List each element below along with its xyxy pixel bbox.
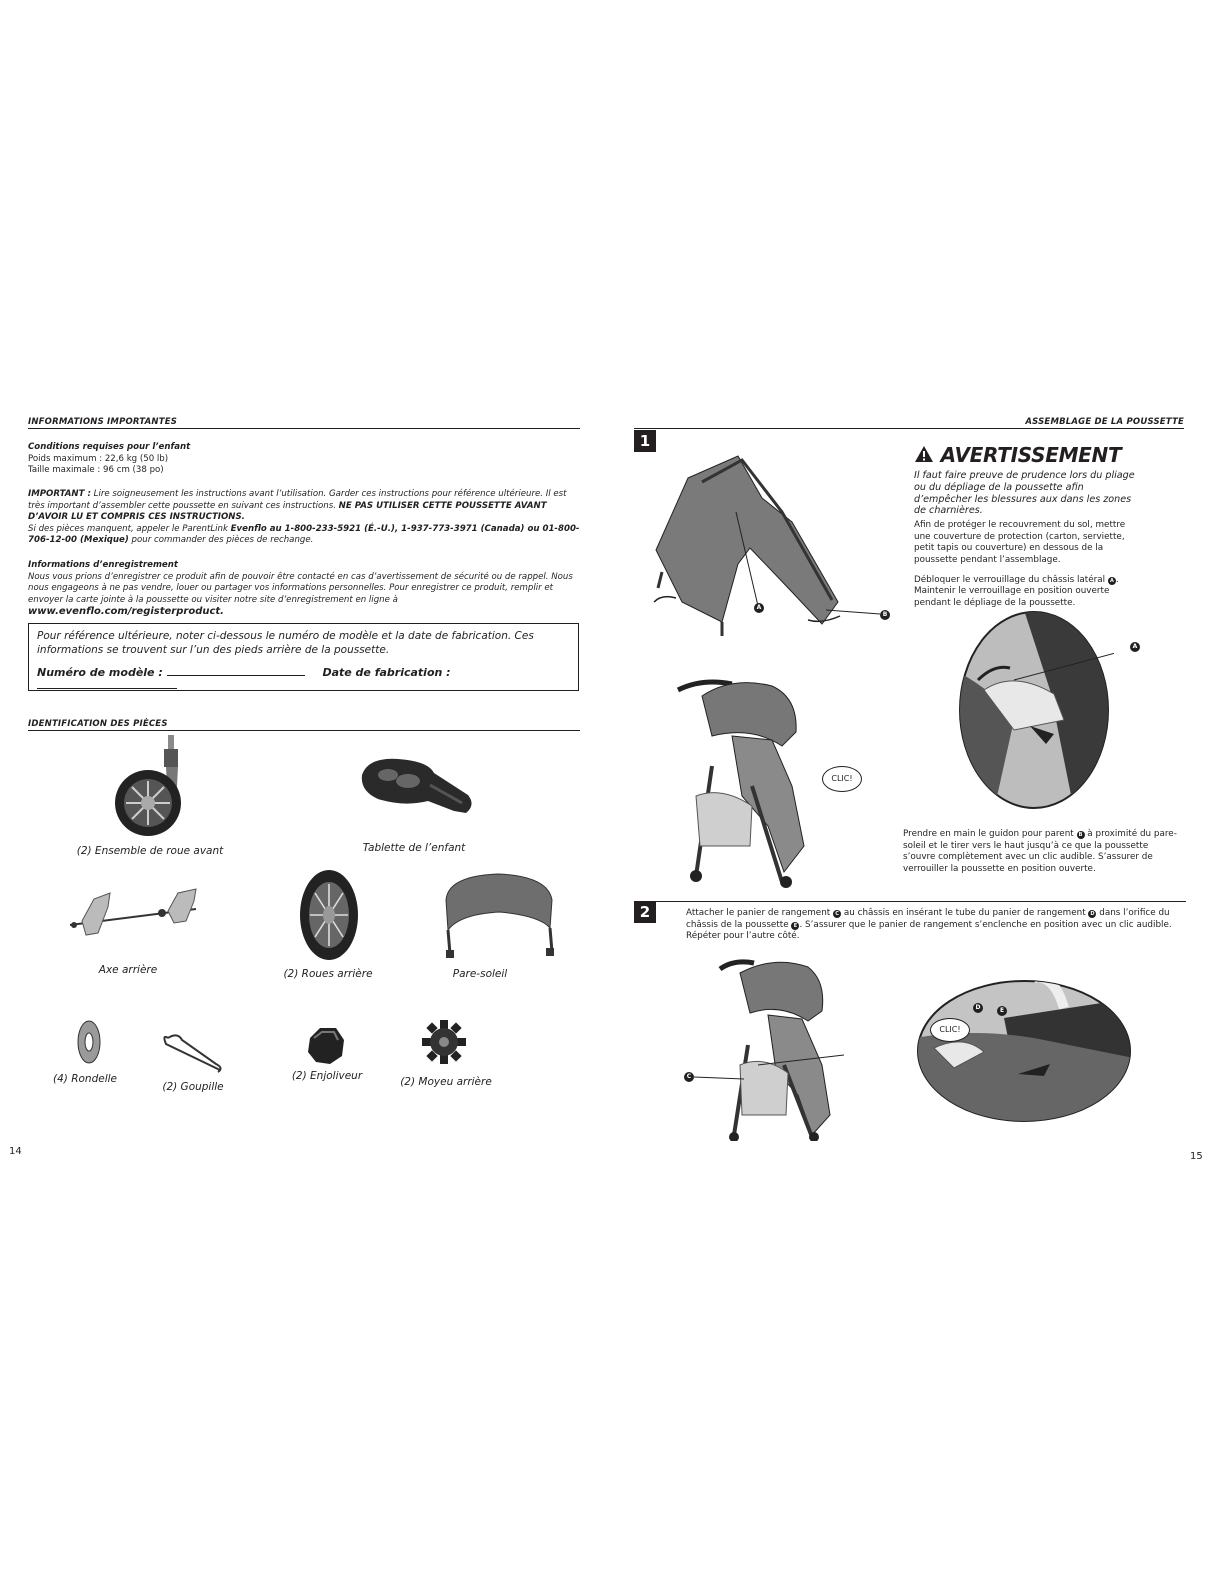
- warning-block: [914, 443, 1144, 609]
- step2-text-a: Attacher le panier de rangement: [686, 908, 834, 918]
- part-rear-axle-label: Axe arrière: [98, 964, 158, 976]
- callout-b-step1: B: [880, 610, 890, 620]
- washer-illustration: [72, 1018, 106, 1066]
- callout-a-closeup: A: [1130, 642, 1140, 652]
- model-number-label: Numéro de modèle :: [37, 666, 163, 679]
- basket-closeup-illustration: [914, 978, 1134, 1124]
- important-block: [28, 489, 580, 547]
- model-box-text: Pour référence ultérieure, noter ci-dessous le numéro de modèle et la date de fabrication. Ces informations se trouvent sur l’un des pieds arrière de la poussette.: [37, 630, 534, 656]
- warning-title: AVERTISSEMENT: [940, 443, 1122, 467]
- callout-a-inline: A: [1108, 577, 1116, 585]
- rear-wheels-illustration: [298, 868, 360, 962]
- section-header-assembly: ASSEMBLAGE DE LA POUSSETTE: [634, 417, 1184, 429]
- child-tray-illustration: [358, 755, 476, 825]
- step2-text-b: au châssis en insérant le tube du panier de rangement: [841, 908, 1089, 918]
- rear-hub-illustration: [420, 1018, 468, 1066]
- hubcap-illustration: [304, 1024, 348, 1068]
- part-pin-label: (2) Goupille: [162, 1081, 224, 1093]
- model-box-fields: [37, 666, 570, 692]
- section-header-parts: IDENTIFICATION DES PIÈCES: [28, 719, 580, 731]
- parts-phone: Evenflo au 1-800-233-5921 (É.-U.), 1-937-773-3971 (Canada) ou 01-800-706-12-00 (Mexique): [28, 523, 580, 546]
- callout-c-step2: C: [684, 1072, 694, 1082]
- handle-text: [903, 829, 1178, 875]
- child-req-weight: Poids maximum : 22,6 kg (50 lb): [28, 453, 169, 464]
- child-requirements: [28, 442, 580, 477]
- callout-e-step2: E: [997, 1006, 1007, 1016]
- part-canopy-label: Pare-soleil: [452, 968, 508, 980]
- registration-url[interactable]: www.evenflo.com/registerproduct.: [28, 606, 224, 618]
- stroller-basket-illustration: [684, 955, 844, 1141]
- handle-text-b: à proximité du pare-soleil et le tirer vers le haut jusqu’à ce que la poussette s’ouvre complètement avec un clic audible. S’assurer de verrouiller la poussette en position ouverte.: [903, 829, 1177, 874]
- unlock-text-b: . Maintenir le verrouillage en position ouverte pendant le dépliage de la poussette.: [914, 574, 1119, 608]
- step-1-number: 1: [634, 430, 656, 452]
- model-number-field[interactable]: [167, 675, 305, 676]
- step-2-divider: [634, 901, 1186, 902]
- part-rear-wheels-label: (2) Roues arrière: [283, 968, 373, 980]
- page-number-right: 15: [1190, 1151, 1203, 1162]
- page-number-left: 14: [9, 1146, 22, 1157]
- part-rear-hub-label: (2) Moyeu arrière: [400, 1076, 492, 1088]
- callout-d-inline: D: [1090, 911, 1095, 917]
- manufacture-date-field[interactable]: [37, 688, 177, 689]
- step2-text-c: dans l’orifice du châssis de la poussette: [686, 908, 1170, 930]
- warning-triangle-icon: [914, 445, 934, 463]
- registration-text: Nous vous prions d’enregistrer ce produit afin de pouvoir être contacté en cas d’avertissement de sécurité ou de rappel. Nous nous engageons à ne pas vendre, louer ou partager vos informations personnelles. Pour enregistrer ce produit, remplir et envoyer la carte jointe à la poussette ou visiter notre site d’enregistrement en ligne à: [28, 571, 573, 605]
- parts-text: Si des pièces manquent, appeler le ParentLink: [28, 523, 231, 534]
- unlock-text: [914, 575, 1144, 610]
- step-2-text: [686, 908, 1178, 943]
- part-front-wheel-label: (2) Ensemble de roue avant: [76, 845, 224, 857]
- part-washer-label: (4) Rondelle: [52, 1073, 117, 1085]
- important-text: Lire soigneusement les instructions avant l’utilisation. Garder ces instructions pour référence ultérieure. Il est très important d’assembler cette poussette en suivant ces instructions.: [28, 489, 567, 511]
- warning-heading: [914, 443, 1144, 467]
- pin-illustration: [160, 1030, 226, 1074]
- folded-stroller-illustration: [642, 452, 892, 636]
- step-2-number: 2: [634, 901, 656, 923]
- child-req-height: Taille maximale : 96 cm (38 po): [28, 465, 164, 476]
- callout-b-inline: B: [1077, 831, 1085, 839]
- front-wheel-illustration: [110, 735, 190, 840]
- manufacture-date-label: Date de fabrication :: [322, 666, 451, 679]
- callout-a-step1: A: [754, 603, 764, 613]
- section-header-important: INFORMATIONS IMPORTANTES: [28, 417, 580, 429]
- callout-e-inline: E: [791, 922, 799, 930]
- protect-floor-text: Afin de protéger le recouvrement du sol, mettre une couverture de protection (carton, serviette, petit tapis ou couverture) en dessous de la poussette pendant l’assemblage.: [914, 520, 1126, 565]
- important-label: IMPORTANT :: [28, 489, 91, 499]
- unlock-text-a: Débloquer le verrouillage du châssis latéral: [914, 574, 1108, 585]
- step2-text-d: . S’assurer que le panier de rangement s’enclenche en position avec un clic audible. Répéter pour l’autre côté.: [686, 919, 1172, 942]
- opened-stroller-illustration: [672, 676, 832, 890]
- model-info-box: [28, 623, 579, 691]
- part-tray-label: Tablette de l’enfant: [362, 842, 466, 854]
- handle-text-a: Prendre en main le guidon pour parent: [903, 829, 1077, 839]
- warning-text: Il faut faire preuve de prudence lors du pliage ou du dépliage de la poussette afin d’empêcher les blessures aux dans les zones de charnières.: [914, 470, 1135, 517]
- callout-d-step2: D: [973, 1003, 983, 1013]
- child-req-title: Conditions requises pour l’enfant: [28, 442, 191, 452]
- clic-bubble-step2: CLIC!: [930, 1018, 970, 1042]
- canopy-illustration: [440, 870, 558, 962]
- callout-c-inline: C: [833, 910, 841, 918]
- part-hubcap-label: (2) Enjoliveur: [291, 1070, 363, 1082]
- registration-block: [28, 560, 580, 619]
- important-bold: NE PAS UTILISER CETTE POUSSETTE AVANT D’AVOIR LU ET COMPRIS CES INSTRUCTIONS.: [28, 500, 547, 523]
- parts-end: pour commander des pièces de rechange.: [128, 535, 314, 546]
- lock-closeup-illustration: [954, 610, 1114, 810]
- clic-bubble-step1: CLIC!: [822, 766, 862, 792]
- registration-title: Informations d’enregistrement: [28, 560, 178, 570]
- rear-axle-illustration: [64, 885, 204, 947]
